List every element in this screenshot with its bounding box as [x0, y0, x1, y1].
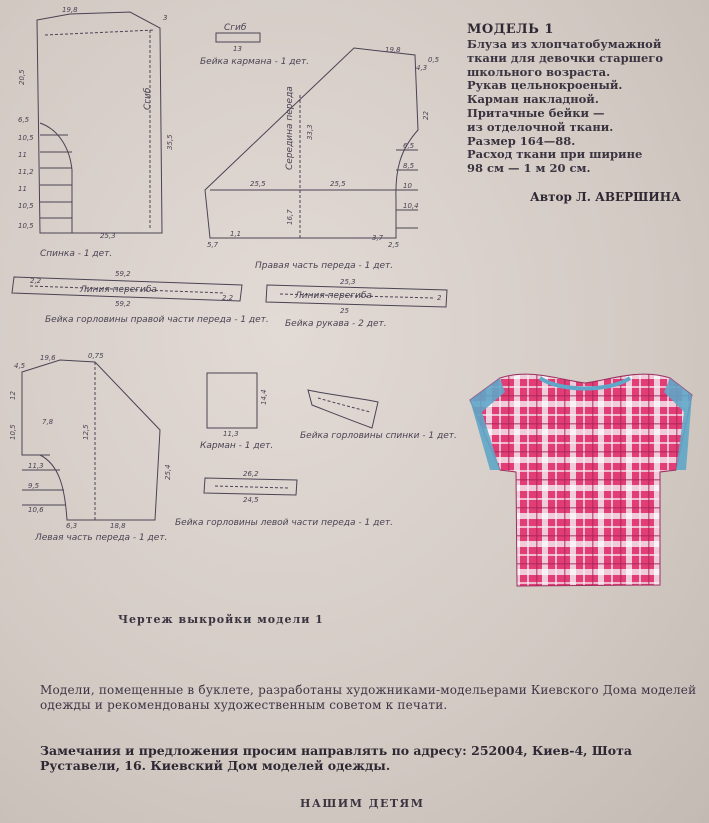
svg-text:Линия перегиба: Линия перегиба	[80, 285, 157, 295]
svg-text:6,5: 6,5	[18, 116, 30, 124]
svg-text:5,7: 5,7	[207, 241, 219, 249]
svg-text:11,2: 11,2	[18, 168, 34, 176]
right-neck-facing-label: Бейка горловины правой части переда - 1 дет.	[45, 315, 269, 325]
left-front-label: Левая часть переда - 1 дет.	[35, 533, 168, 543]
svg-text:19,8: 19,8	[62, 6, 78, 14]
model-title: МОДЕЛЬ 1	[467, 22, 554, 37]
left-neck-facing-top: 26,2	[243, 470, 259, 478]
svg-text:4,5: 4,5	[14, 362, 26, 370]
pocket-facing-fold-label: Сгиб	[224, 23, 247, 33]
svg-text:6,3: 6,3	[66, 522, 78, 530]
svg-text:25: 25	[340, 307, 349, 315]
sleeve-facing-label: Бейка рукава - 2 дет.	[285, 319, 387, 329]
model-description	[467, 38, 707, 176]
model-author: Автор Л. АВЕРШИНА	[530, 190, 681, 204]
svg-text:33,3: 33,3	[306, 124, 314, 140]
svg-text:2,2: 2,2	[30, 277, 42, 285]
pocket-facing-label: Бейка кармана - 1 дет.	[200, 57, 310, 67]
sleeve-facing-text	[294, 278, 442, 315]
left-neck-facing-label: Бейка горловины левой части переда - 1 дет.	[175, 518, 393, 528]
pocket-pattern-piece	[207, 373, 257, 428]
booklet-footer: НАШИМ ДЕТЯМ	[300, 797, 425, 810]
pocket-measure-w: 11,3	[223, 430, 239, 438]
pocket-measure-h: 14,4	[260, 389, 268, 405]
svg-text:19,8: 19,8	[385, 46, 401, 54]
address-paragraph: Замечания и предложения просим направлять по адресу: 252004, Киев-4, Шота Руставели, 16. Киевский Дом моделей одежды.	[40, 743, 632, 773]
blouse-illustration	[470, 374, 692, 586]
svg-text:25,5: 25,5	[250, 180, 266, 188]
svg-text:2,2: 2,2	[222, 294, 234, 302]
description-line: Размер 164—88.	[467, 133, 576, 148]
svg-text:4,3: 4,3	[416, 64, 428, 72]
right-neck-facing-text	[30, 270, 234, 308]
svg-text:0,75: 0,75	[88, 352, 104, 360]
svg-text:3: 3	[163, 14, 168, 22]
svg-text:25,5: 25,5	[330, 180, 346, 188]
svg-text:3,7: 3,7	[372, 234, 384, 242]
right-front-label: Правая часть переда - 1 дет.	[255, 261, 394, 271]
svg-text:12: 12	[9, 391, 17, 400]
right-front-pattern-piece	[205, 48, 418, 238]
left-front-pattern-piece	[22, 360, 160, 520]
svg-text:20,5: 20,5	[18, 69, 26, 85]
svg-text:0,5: 0,5	[428, 56, 440, 64]
svg-text:59,2: 59,2	[115, 270, 131, 278]
svg-text:11,3: 11,3	[28, 462, 44, 470]
left-neck-facing-bottom: 24,5	[243, 496, 259, 504]
svg-text:Середина переда: Середина переда	[285, 86, 295, 170]
svg-text:35,5: 35,5	[166, 134, 174, 150]
svg-text:9,5: 9,5	[28, 482, 40, 490]
description-line: Рукав цельнокроеный.	[467, 78, 623, 93]
back-piece-label: Спинка - 1 дет.	[40, 249, 113, 259]
svg-text:10,4: 10,4	[403, 202, 419, 210]
svg-text:18,8: 18,8	[110, 522, 126, 530]
svg-text:10,5: 10,5	[9, 424, 17, 440]
pocket-facing-measure: 13	[233, 45, 242, 53]
pocket-label: Карман - 1 дет.	[200, 441, 274, 451]
left-front-measurements	[9, 352, 172, 530]
svg-text:10,6: 10,6	[28, 506, 44, 514]
info-paragraph: Модели, помещенные в буклете, разработаны художниками-модельерами Киевского Дома моделей одежды и рекомендованы художественным советом к печати.	[40, 683, 697, 712]
svg-text:10,5: 10,5	[18, 134, 34, 142]
svg-text:22: 22	[422, 111, 430, 120]
svg-text:59,2: 59,2	[115, 300, 131, 308]
left-neck-facing-piece	[204, 478, 297, 495]
right-front-measurements	[207, 46, 440, 249]
svg-text:16,7: 16,7	[286, 209, 294, 225]
svg-text:Сгиб: Сгиб	[143, 87, 153, 110]
svg-text:7,8: 7,8	[42, 418, 54, 426]
svg-text:25,3: 25,3	[100, 232, 116, 240]
back-pattern-piece	[37, 12, 162, 233]
svg-text:10: 10	[403, 182, 412, 190]
description-line: из отделочной ткани.	[467, 119, 614, 134]
svg-text:10,5: 10,5	[18, 222, 34, 230]
svg-text:25,3: 25,3	[340, 278, 356, 286]
svg-text:11: 11	[18, 151, 27, 159]
svg-text:Линия перегиба: Линия перегиба	[295, 291, 372, 301]
pocket-facing-piece	[216, 33, 260, 42]
svg-text:2: 2	[437, 294, 442, 302]
description-line: Расход ткани при ширине	[467, 147, 643, 162]
description-line: школьного возраста.	[467, 64, 611, 79]
svg-text:19,6: 19,6	[40, 354, 56, 362]
svg-text:10,5: 10,5	[18, 202, 34, 210]
description-line: Карман накладной.	[467, 92, 599, 107]
svg-text:8,5: 8,5	[403, 162, 415, 170]
back-neck-facing-label: Бейка горловины спинки - 1 дет.	[300, 431, 457, 441]
svg-text:6,5: 6,5	[403, 142, 415, 150]
description-line: ткани для девочки старшего	[467, 50, 664, 65]
description-line: Притачные бейки —	[467, 105, 605, 120]
svg-text:12,5: 12,5	[82, 424, 90, 440]
description-line: 98 см — 1 м 20 см.	[467, 161, 591, 176]
drawing-caption: Чертеж выкройки модели 1	[118, 613, 324, 626]
svg-text:11: 11	[18, 185, 27, 193]
svg-text:2,5: 2,5	[388, 241, 400, 249]
back-neck-facing-piece	[308, 390, 378, 428]
description-line: Блуза из хлопчатобумажной	[467, 37, 662, 51]
svg-text:25,4: 25,4	[164, 464, 172, 480]
svg-text:1,1: 1,1	[230, 230, 242, 238]
